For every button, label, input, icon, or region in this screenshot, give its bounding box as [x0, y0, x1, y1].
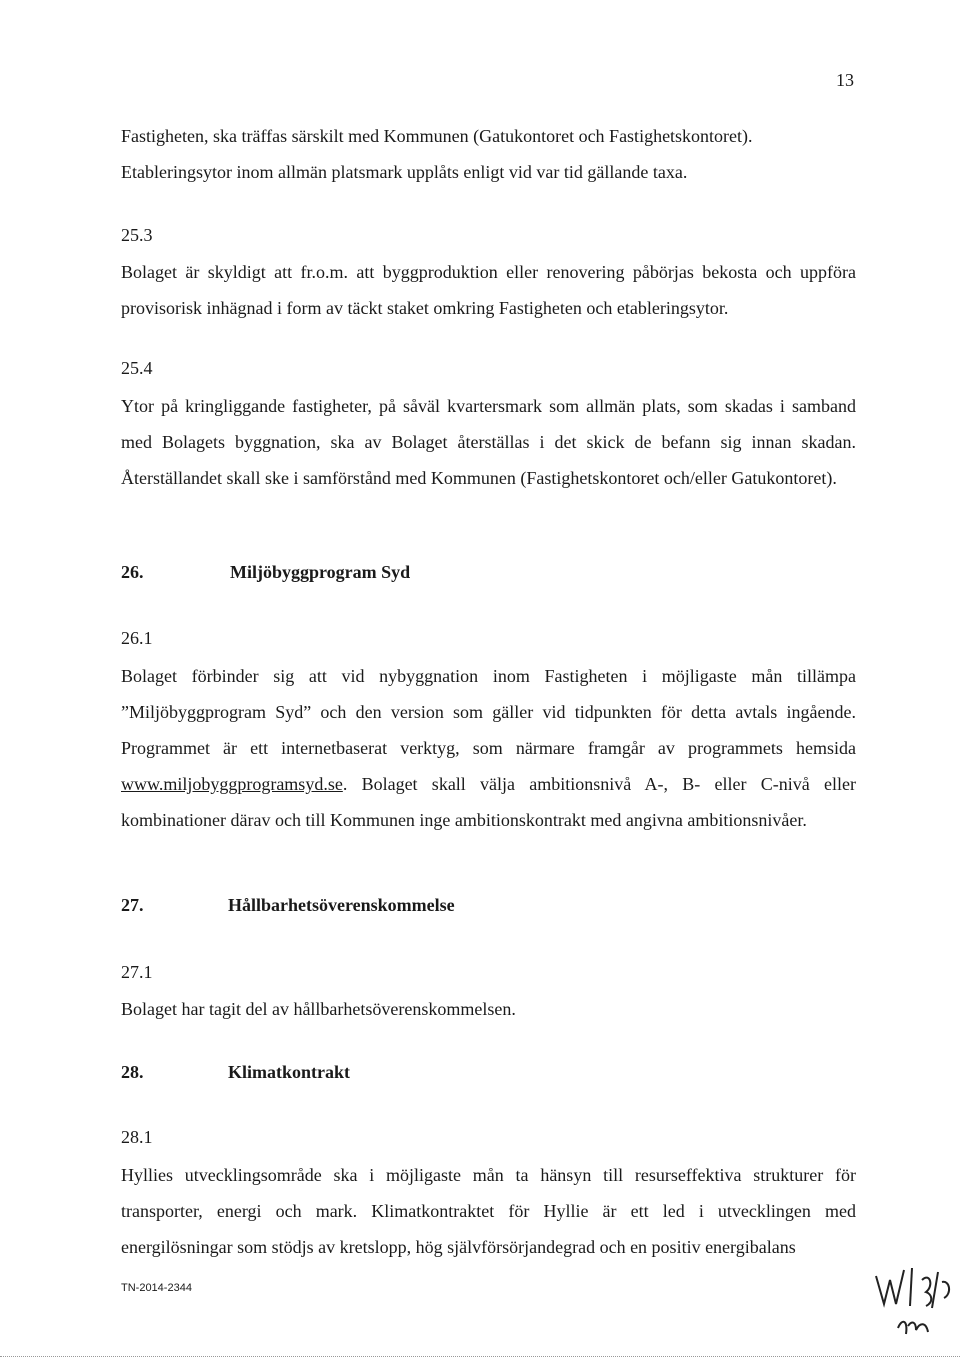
continuation-paragraph	[121, 118, 856, 190]
continuation-text: Fastigheten, ska träffas särskilt med Kommunen (Gatukontoret och Fastighetskontoret). Etableringsytor inom allmän platsmark upplåts enligt vid var tid gällande taxa.	[121, 126, 753, 182]
section-number-25-3: 25.3	[121, 225, 153, 245]
section-text-27-1: Bolaget har tagit del av hållbarhetsöverenskommelsen.	[121, 999, 516, 1019]
section-text-25-4: Ytor på kringliggande fastigheter, på såväl kvartersmark som allmän plats, som skadas i samband med Bolagets byggnation, ska av Bolaget återställas i det skick de befann sig innan skadan. Återställandet skall ske i samförstånd med Kommunen (Fastighetskontoret och/eller Gatukontoret).	[121, 396, 856, 488]
heading-number-27: 27.	[121, 895, 144, 915]
section-text-26-1	[121, 658, 856, 838]
section-number-25-4: 25.4	[121, 358, 153, 378]
section-text-26-1-part2: . Bolaget skall välja ambitionsnivå A-, B- eller C-nivå eller kombinationer därav och till Kommunen inge ambitionskontrakt med angivna ambitionsnivåer.	[121, 774, 856, 830]
heading-title-26: Miljöbyggprogram Syd	[230, 562, 411, 582]
heading-title-28: Klimatkontrakt	[228, 1062, 351, 1082]
heading-title-27: Hållbarhetsöverenskommelse	[228, 895, 455, 915]
page-number: 13	[836, 70, 854, 90]
miljobyggprogram-link[interactable]: www.miljobyggprogramsyd.se	[121, 774, 343, 794]
document-reference: TN-2014-2344	[121, 1282, 192, 1294]
handwritten-initials	[868, 1258, 958, 1348]
section-number-26-1: 26.1	[121, 628, 153, 648]
section-number-27-1: 27.1	[121, 962, 153, 982]
heading-number-28: 28.	[121, 1062, 144, 1082]
heading-number-26: 26.	[121, 562, 144, 582]
section-text-28-1: Hyllies utvecklingsområde ska i möjligaste mån ta hänsyn till resurseffektiva strukturer för transporter, energi och mark. Klimatkontraktet för Hyllie är ett led i utvecklingen med energilösningar som stödjs av kretslopp, hög självförsörjandegrad och en positiv energibalans	[121, 1165, 856, 1257]
section-text-26-1-part1: Bolaget förbinder sig att vid nybyggnation inom Fastigheten i möjligaste mån tillämpa ”Miljöbyggprogram Syd” och den version som gäller vid tidpunkten för detta avtals ingående. Programmet är ett internetbaserat verktyg, som närmare framgår av programmets hemsida	[121, 666, 856, 758]
section-number-28-1: 28.1	[121, 1127, 153, 1147]
section-text-25-3: Bolaget är skyldigt att fr.o.m. att byggproduktion eller renovering påbörjas bekosta och uppföra provisorisk inhägnad i form av täckt staket omkring Fastigheten och etableringsytor.	[121, 262, 856, 318]
